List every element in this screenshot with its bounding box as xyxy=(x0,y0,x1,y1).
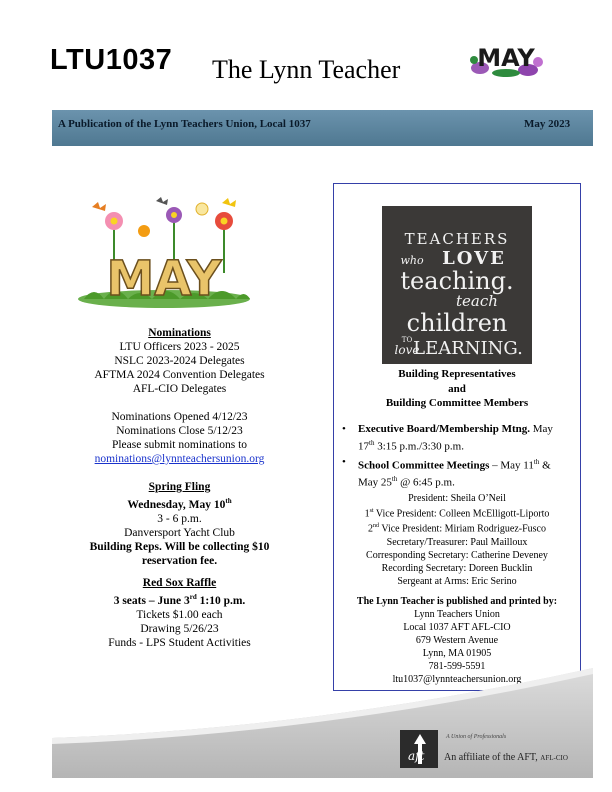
svg-text:LOVE: LOVE xyxy=(442,248,506,269)
publisher-org: Lynn Teachers Union xyxy=(414,609,500,620)
spring-fling-note: reservation fee. xyxy=(141,554,218,567)
spring-fling-section xyxy=(62,480,297,568)
officer-treasurer: Secretary/Treasurer: Paul Mailloux xyxy=(386,536,528,548)
spring-flowers-art-icon xyxy=(74,195,254,310)
raffle-funds: Funds - LPS Student Activities xyxy=(108,636,251,649)
nominations-submit: Please submit nominations to xyxy=(111,439,248,451)
publication-code: LTU1037 xyxy=(50,44,173,76)
officer-vp1: 1st Vice President: Colleen McElligott-Liporto xyxy=(364,508,550,520)
svg-text:children: children xyxy=(406,309,508,337)
svg-text:TO: TO xyxy=(401,336,413,344)
list-item: • School Committee Meetings – May 11th & May 25th @ 6:45 p.m. xyxy=(342,455,551,489)
publisher-local: Local 1037 AFT AFL-CIO xyxy=(403,622,511,633)
raffle-tickets: Tickets $1.00 each xyxy=(136,608,223,621)
list-item: • Executive Board/Membership Mtng. May 17th 3:15 p.m./3:30 p.m. xyxy=(342,423,553,453)
chalkboard-image xyxy=(382,206,532,364)
raffle-section xyxy=(62,576,297,650)
officer-president: President: Sheila O’Neil xyxy=(408,493,506,504)
spring-fling-note: Building Reps. Will be collecting $10 xyxy=(89,540,270,553)
newsletter-title: The Lynn Teacher xyxy=(212,55,401,84)
meetings-list xyxy=(340,422,578,491)
svg-text:LEARNING.: LEARNING. xyxy=(413,338,523,359)
officer-recording: Recording Secretary: Doreen Bucklin xyxy=(381,562,533,574)
may-logo-text: MAY xyxy=(477,44,535,72)
raffle-seats: 3 seats – June 3rd 1:10 p.m. xyxy=(113,593,246,607)
svg-text:TEACHERS: TEACHERS xyxy=(404,230,510,248)
publisher-street: 679 Western Avenue xyxy=(415,635,499,646)
spring-art-word: MAY xyxy=(106,251,222,307)
nominations-opened: Nominations Opened 4/12/23 xyxy=(111,411,248,423)
publisher-email[interactable]: ltu1037@lynnteachersunion.org xyxy=(392,674,522,685)
nominations-heading: Nominations xyxy=(148,327,211,339)
publication-subtitle: A Publication of the Lynn Teachers Union, Local 1037 xyxy=(58,118,311,130)
svg-text:teach: teach xyxy=(456,292,498,310)
publisher-phone: 781-599-5591 xyxy=(428,661,486,672)
aft-tagline: A Union of Professionals xyxy=(446,734,507,740)
svg-text:love: love xyxy=(394,343,420,357)
aft-affiliate: An affiliate of the AFT, AFL-CIO xyxy=(444,752,568,763)
spring-fling-heading: Spring Fling xyxy=(148,481,211,493)
raffle-heading: Red Sox Raffle xyxy=(142,577,217,589)
raffle-drawing: Drawing 5/26/23 xyxy=(140,622,219,635)
officers-list xyxy=(337,492,577,588)
nominations-section xyxy=(62,326,297,466)
nominations-closed: Nominations Close 5/12/23 xyxy=(116,425,243,437)
may-flower-logo-icon xyxy=(466,40,546,80)
nominations-line: LTU Officers 2023 - 2025 xyxy=(119,341,240,353)
officer-vp2: 2nd Vice President: Miriam Rodriguez-Fusco xyxy=(368,523,546,535)
nominations-line: AFTMA 2024 Convention Delegates xyxy=(94,369,265,381)
building-reps-heading: Building Representatives and Building Committee Members xyxy=(385,368,529,409)
svg-text:teaching.: teaching. xyxy=(400,267,514,295)
officer-corresponding: Corresponding Secretary: Catherine Deveney xyxy=(366,549,548,561)
nominations-email-link[interactable]: nominations@lynnteachersunion.org xyxy=(94,453,265,465)
aft-logo-text: aft xyxy=(408,749,425,763)
aft-torch-logo-icon xyxy=(400,730,438,768)
publisher-city: Lynn, MA 01905 xyxy=(422,648,492,659)
nominations-line: NSLC 2023-2024 Delegates xyxy=(114,355,245,367)
officer-sergeant: Sergeant at Arms: Eric Serino xyxy=(397,575,517,587)
spring-fling-place: Danversport Yacht Club xyxy=(124,526,235,539)
spring-fling-date: Wednesday, May 10th xyxy=(127,497,232,511)
spring-fling-time: 3 - 6 p.m. xyxy=(157,512,202,525)
nominations-line: AFL-CIO Delegates xyxy=(132,383,227,395)
issue-date: May 2023 xyxy=(524,118,571,130)
svg-text:who: who xyxy=(400,254,424,267)
publisher-heading: The Lynn Teacher is published and printed by: xyxy=(356,596,558,607)
